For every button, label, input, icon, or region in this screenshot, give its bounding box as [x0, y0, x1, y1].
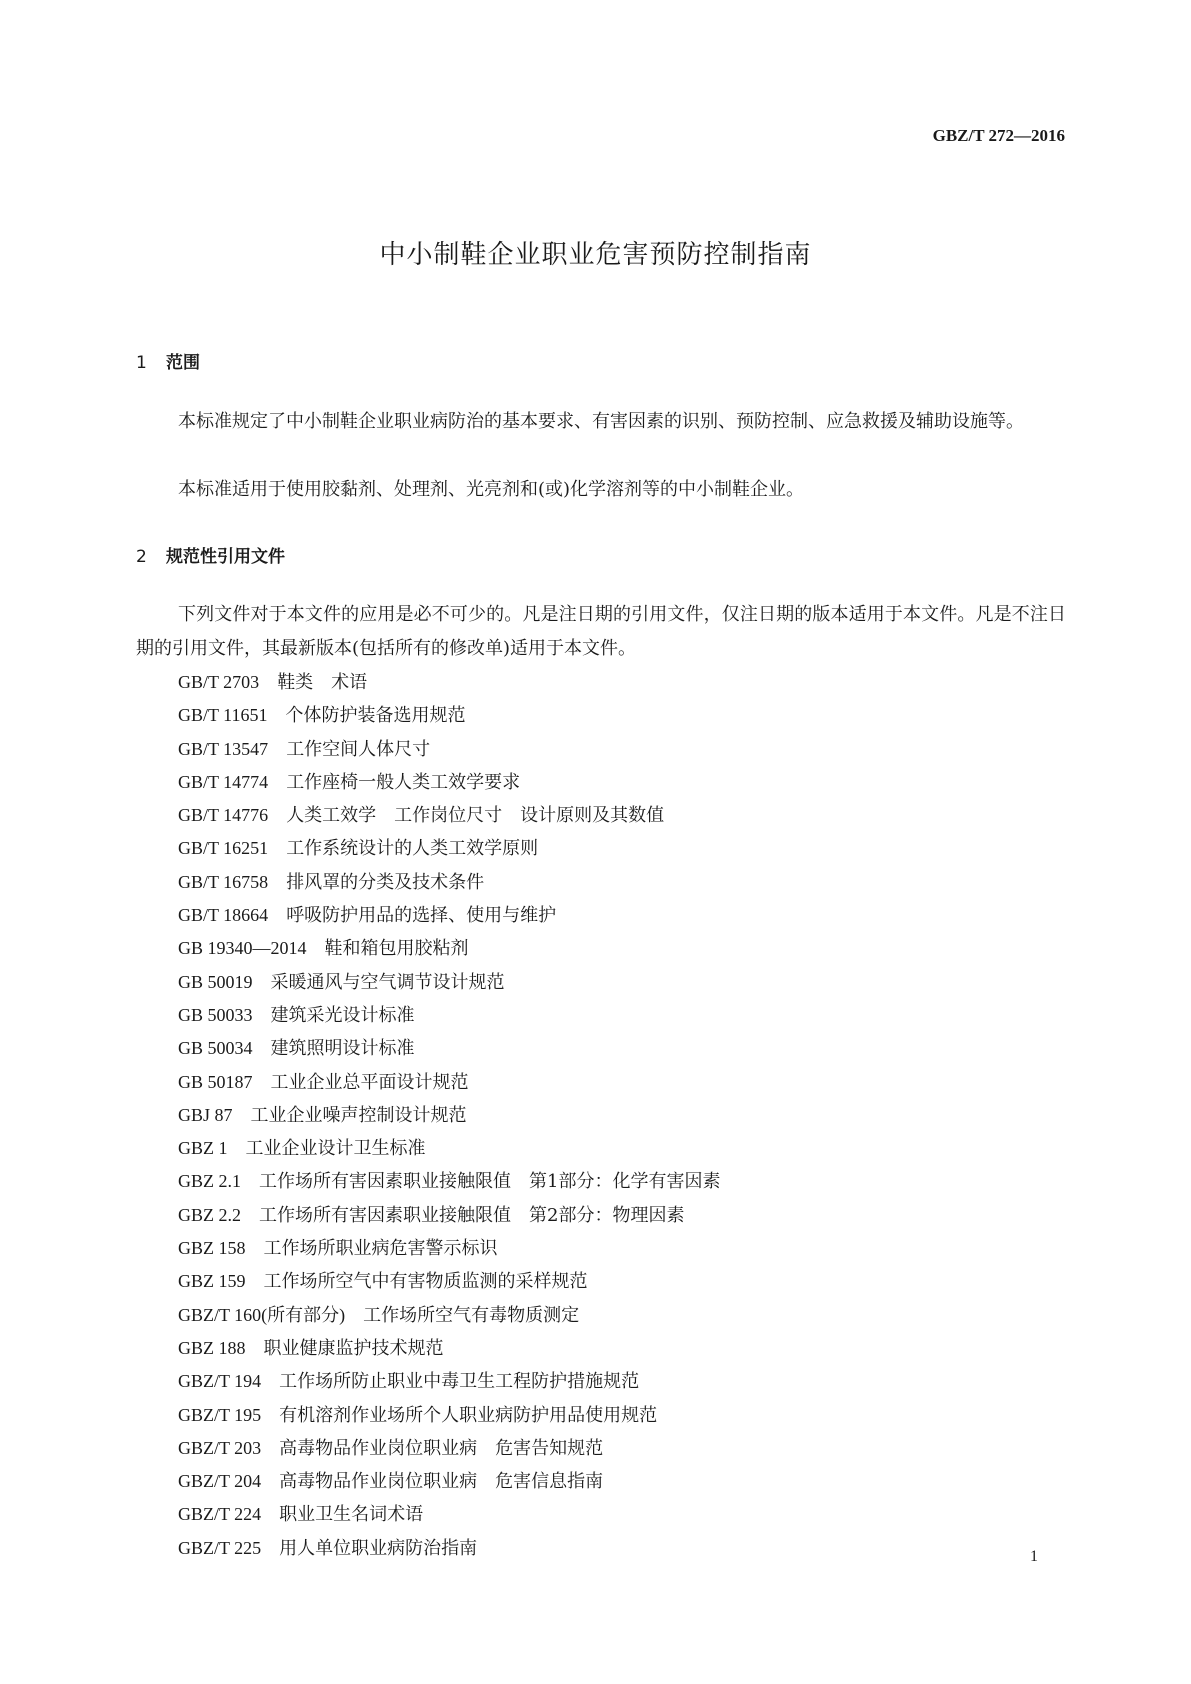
reference-item — [178, 1332, 720, 1365]
reference-code: GBZ/T 194 — [178, 1371, 262, 1392]
reference-code: GB/T 14776 — [178, 805, 269, 826]
reference-title: 工业企业设计卫生标准 — [245, 1138, 426, 1160]
reference-item — [178, 866, 720, 899]
reference-item — [178, 1066, 720, 1099]
section-heading-scope — [136, 348, 200, 373]
reference-item — [178, 1465, 720, 1498]
reference-code: GBZ 2.2 — [178, 1204, 241, 1225]
reference-item — [178, 832, 720, 865]
reference-code: GBZ/T 203 — [178, 1437, 262, 1458]
reference-item — [178, 999, 720, 1032]
document-title: 中小制鞋企业职业危害预防控制指南 — [379, 240, 812, 270]
reference-code: GB/T 16758 — [178, 871, 269, 892]
reference-code: GB/T 2703 — [178, 672, 260, 692]
reference-code: GB 50187 — [178, 1071, 253, 1092]
reference-title: 工作场所空气中有害物质监测的采样规范 — [263, 1271, 588, 1293]
reference-item — [178, 899, 720, 932]
reference-item — [178, 699, 720, 732]
reference-item — [178, 1265, 720, 1298]
reference-title: 工作场所有害因素职业接触限值 第2部分：物理因素 — [259, 1204, 685, 1226]
references-intro: 下列文件对于本文件的应用是必不可少的。凡是注日期的引用文件，仅注日期的版本适用于本文件。凡是不注日期的引用文件，其最新版本(包括所有的修改单)适用于本文件。 — [136, 604, 1066, 659]
reference-code: GBZ/T 224 — [178, 1504, 262, 1525]
reference-title: 工作场所空气有毒物质测定 — [363, 1304, 580, 1326]
reference-title: 有机溶剂作业场所个人职业病防护用品使用规范 — [279, 1404, 658, 1426]
reference-code: GBZ/T 160(所有部分) — [178, 1304, 346, 1325]
reference-item — [178, 1498, 720, 1531]
reference-title: 采暖通风与空气调节设计规范 — [270, 971, 505, 993]
reference-item — [178, 1132, 720, 1165]
reference-code: GB/T 14774 — [178, 771, 269, 792]
reference-title: 人类工效学 工作岗位尺寸 设计原则及其数值 — [286, 805, 665, 827]
reference-code: GBZ 2.1 — [178, 1171, 241, 1192]
reference-code: GB 19340—2014 — [178, 938, 307, 959]
reference-code: GBJ 87 — [178, 1104, 233, 1125]
reference-code: GB 50033 — [178, 1004, 253, 1025]
reference-item — [178, 1365, 720, 1398]
reference-item — [178, 966, 720, 999]
reference-title: 工作空间人体尺寸 — [286, 738, 431, 760]
reference-title: 工业企业噪声控制设计规范 — [250, 1104, 467, 1126]
reference-item — [178, 733, 720, 766]
reference-title: 工作座椅一般人类工效学要求 — [286, 771, 521, 793]
page-number: 1 — [1030, 1548, 1038, 1565]
section-title: 规范性引用文件 — [166, 547, 285, 567]
reference-title: 工作系统设计的人类工效学原则 — [286, 838, 539, 860]
reference-item — [178, 1532, 720, 1565]
reference-title: 工作场所职业病危害警示标识 — [263, 1238, 498, 1260]
reference-code: GBZ/T 204 — [178, 1471, 262, 1492]
reference-item — [178, 1165, 720, 1198]
reference-item — [178, 799, 720, 832]
reference-item — [178, 1432, 720, 1465]
reference-title: 用人单位职业病防治指南 — [279, 1537, 478, 1559]
scope-paragraph-1: 本标准规定了中小制鞋企业职业病防治的基本要求、有害因素的识别、预防控制、应急救援及辅助设施等。 — [178, 411, 1024, 432]
reference-item — [178, 1032, 720, 1065]
reference-item — [178, 1199, 720, 1232]
reference-item — [178, 1399, 720, 1432]
reference-title: 工业企业总平面设计规范 — [270, 1071, 469, 1093]
section-title: 范围 — [166, 353, 200, 373]
reference-code: GB/T 16251 — [178, 838, 269, 859]
reference-list — [178, 666, 720, 1565]
reference-code: GBZ 158 — [178, 1238, 246, 1259]
reference-title: 排风罩的分类及技术条件 — [286, 871, 485, 893]
reference-title: 建筑照明设计标准 — [270, 1038, 415, 1060]
reference-code: GBZ/T 195 — [178, 1404, 262, 1425]
section-number: 1 — [136, 353, 147, 373]
reference-code: GB 50034 — [178, 1038, 253, 1059]
reference-title: 工作场所有害因素职业接触限值 第1部分：化学有害因素 — [259, 1171, 721, 1193]
reference-code: GB/T 11651 — [178, 705, 268, 726]
reference-item — [178, 932, 720, 965]
reference-title: 呼吸防护用品的选择、使用与维护 — [286, 905, 557, 927]
reference-title: 职业卫生名词术语 — [279, 1504, 424, 1526]
reference-code: GBZ 159 — [178, 1271, 246, 1292]
reference-title: 职业健康监护技术规范 — [263, 1337, 444, 1359]
reference-item — [178, 766, 720, 799]
reference-title: 高毒物品作业岗位职业病 危害告知规范 — [279, 1437, 604, 1459]
reference-title: 鞋和箱包用胶粘剂 — [324, 938, 469, 960]
reference-title: 鞋类 术语 — [277, 672, 368, 693]
reference-title: 个体防护装备选用规范 — [285, 705, 466, 727]
reference-item — [178, 1232, 720, 1265]
reference-code: GBZ/T 225 — [178, 1537, 262, 1558]
reference-item — [178, 666, 720, 699]
reference-code: GB 50019 — [178, 971, 253, 992]
reference-title: 高毒物品作业岗位职业病 危害信息指南 — [279, 1471, 604, 1493]
reference-code: GB/T 18664 — [178, 905, 269, 926]
standard-number: GBZ/T 272—2016 — [932, 126, 1065, 145]
section-number: 2 — [136, 547, 147, 567]
reference-title: 建筑采光设计标准 — [270, 1004, 415, 1026]
reference-title: 工作场所防止职业中毒卫生工程防护措施规范 — [279, 1371, 640, 1393]
reference-code: GBZ 188 — [178, 1337, 246, 1358]
reference-item — [178, 1299, 720, 1332]
reference-item — [178, 1099, 720, 1132]
section-heading-references — [136, 542, 285, 567]
scope-paragraph-2: 本标准适用于使用胶黏剂、处理剂、光亮剂和(或)化学溶剂等的中小制鞋企业。 — [178, 479, 805, 500]
reference-code: GBZ 1 — [178, 1138, 228, 1159]
reference-code: GB/T 13547 — [178, 738, 269, 759]
